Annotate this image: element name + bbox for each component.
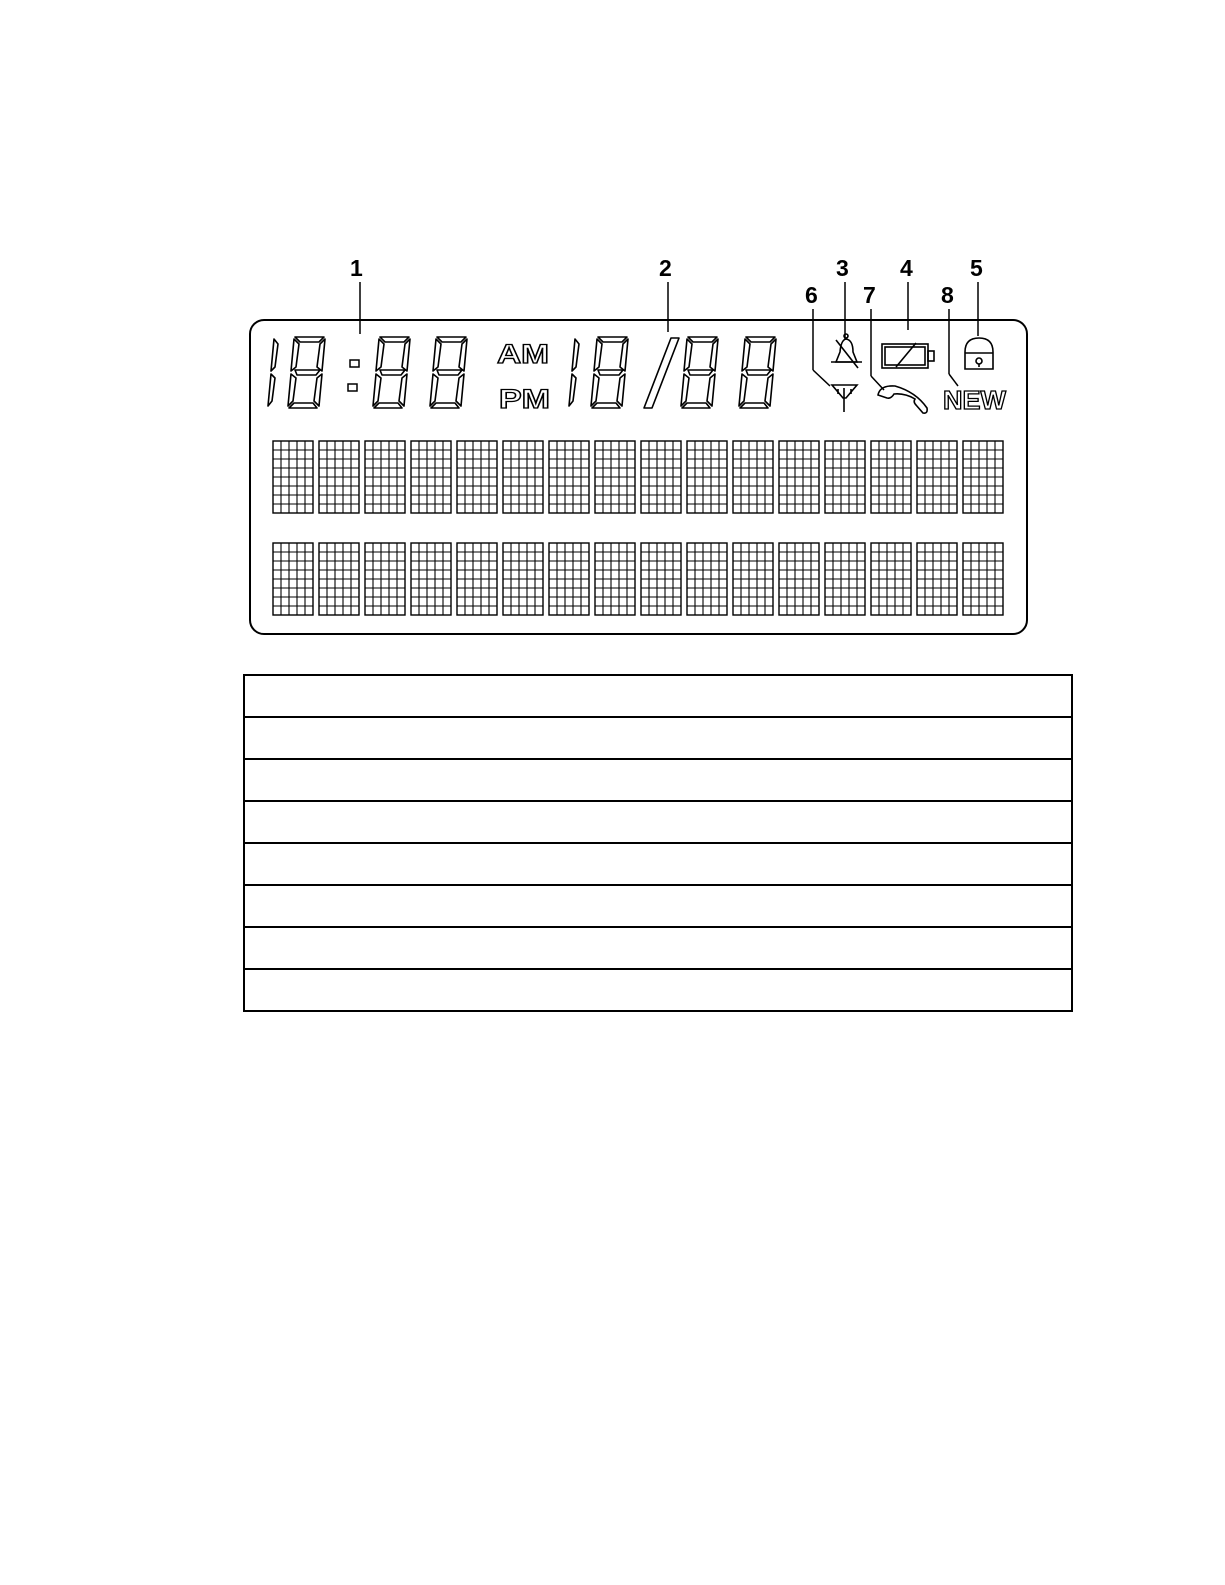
lcd-date-display [569,337,776,408]
matrix-character-cell [871,543,911,615]
table-row [244,717,1072,759]
matrix-character-cell [871,441,911,513]
matrix-character-cell [687,543,727,615]
alarm-off-icon [831,334,862,368]
matrix-character-cell [365,543,405,615]
matrix-character-cell [273,543,313,615]
lcd-diagram [0,0,1225,700]
matrix-character-cell [825,441,865,513]
table-row [244,885,1072,927]
matrix-character-cell [411,441,451,513]
callout-7: 7 [863,282,876,308]
matrix-character-cell [733,543,773,615]
new-indicator: NEW [943,385,1007,415]
matrix-character-cell [503,543,543,615]
table-cell [244,927,1072,969]
time-colon [348,360,359,391]
matrix-character-cell [917,441,957,513]
callout-1: 1 [350,255,363,281]
matrix-character-cell [641,543,681,615]
table-row [244,969,1072,1011]
dot-matrix-display [273,441,1003,615]
matrix-character-cell [779,441,819,513]
matrix-character-cell [687,441,727,513]
matrix-character-cell [273,441,313,513]
matrix-character-cell [779,543,819,615]
date-digit-2 [591,337,628,408]
matrix-character-cell [503,441,543,513]
matrix-character-cell [549,543,589,615]
table-cell [244,843,1072,885]
table-cell [244,717,1072,759]
legend-table [243,674,1073,1012]
lcd-time-display [268,337,467,408]
matrix-character-cell [457,441,497,513]
matrix-character-cell [411,543,451,615]
matrix-character-cell [319,543,359,615]
time-digit-2 [288,337,325,408]
matrix-character-cell [365,441,405,513]
date-digit-4 [739,337,776,408]
am-indicator: AM [497,339,549,369]
table-row [244,759,1072,801]
callout-2: 2 [659,255,672,281]
pm-indicator: PM [499,384,550,414]
table-cell [244,885,1072,927]
callout-6: 6 [805,282,818,308]
table-row [244,801,1072,843]
matrix-character-cell [549,441,589,513]
table-row [244,675,1072,717]
matrix-character-cell [963,543,1003,615]
leader-lines [360,282,978,390]
time-digit-4 [430,337,467,408]
handset-icon [878,386,927,413]
time-digit-3 [373,337,410,408]
time-digit-1 [268,339,278,406]
matrix-character-cell [733,441,773,513]
callout-4: 4 [900,255,913,281]
callout-5: 5 [970,255,983,281]
matrix-character-cell [963,441,1003,513]
table-cell [244,969,1072,1011]
matrix-character-cell [457,543,497,615]
table-cell [244,801,1072,843]
keylock-icon [965,338,993,369]
battery-icon [882,343,934,368]
matrix-character-cell [917,543,957,615]
callout-3: 3 [836,255,849,281]
callout-8: 8 [941,282,954,308]
table-cell [244,675,1072,717]
matrix-character-cell [319,441,359,513]
matrix-character-cell [825,543,865,615]
date-slash [644,338,679,408]
date-digit-1 [569,339,579,406]
antenna-icon [832,385,857,412]
table-cell [244,759,1072,801]
date-digit-3 [681,337,718,408]
table-row [244,927,1072,969]
matrix-character-cell [595,441,635,513]
matrix-character-cell [595,543,635,615]
matrix-character-cell [641,441,681,513]
table-row [244,843,1072,885]
